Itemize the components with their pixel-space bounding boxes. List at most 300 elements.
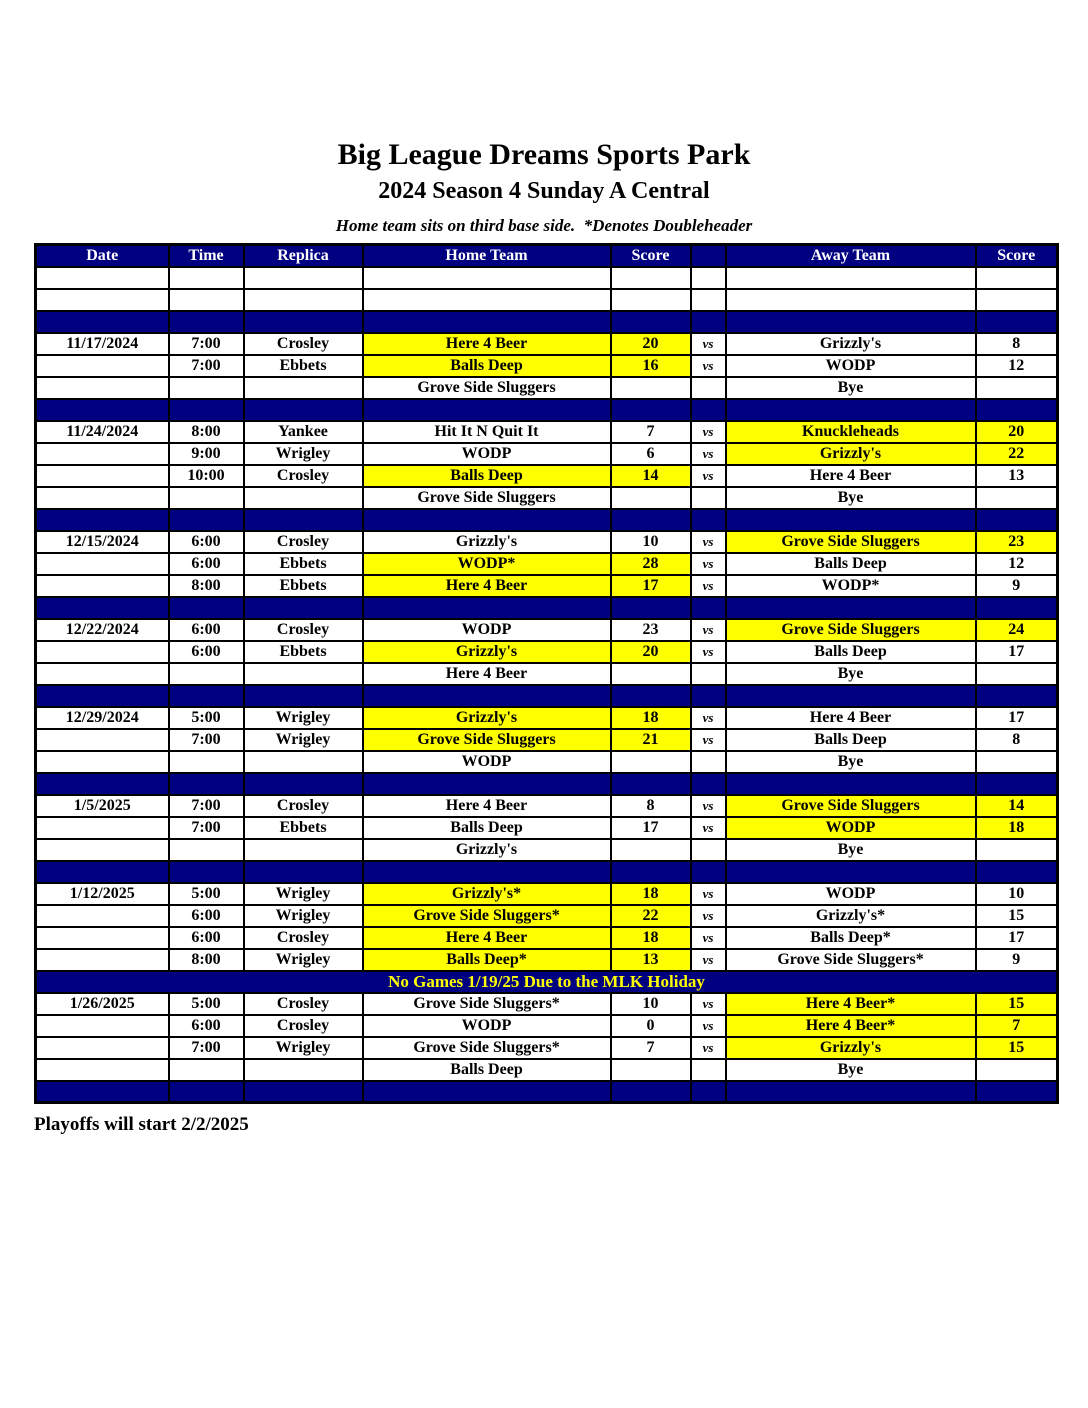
- playoffs-note: Playoffs will start 2/2/2025: [34, 1114, 249, 1136]
- time-cell: [169, 267, 244, 289]
- time-cell: 7:00: [169, 355, 244, 377]
- home-score-cell: [611, 289, 691, 311]
- time-cell: 6:00: [169, 641, 244, 663]
- home-score-cell: 18: [611, 927, 691, 949]
- bye-row: [36, 377, 1058, 399]
- home-team-cell: WODP: [363, 751, 611, 773]
- date-cell: [36, 443, 169, 465]
- away-score-cell: 17: [976, 707, 1058, 729]
- date-cell: [36, 729, 169, 751]
- replica-cell: [244, 509, 363, 531]
- replica-cell: Wrigley: [244, 1037, 363, 1059]
- home-team-cell: Grove Side Sluggers: [363, 377, 611, 399]
- replica-cell: [244, 1059, 363, 1081]
- replica-cell: Crosley: [244, 465, 363, 487]
- home-team-cell: Grove Side Sluggers: [363, 729, 611, 751]
- table-header-row: [36, 245, 1058, 267]
- replica-cell: [244, 289, 363, 311]
- away-score-cell: [976, 399, 1058, 421]
- separator-row: [36, 773, 1058, 795]
- home-team-cell: [363, 773, 611, 795]
- away-team-cell: [726, 685, 976, 707]
- home-team-cell: WODP*: [363, 553, 611, 575]
- time-cell: 5:00: [169, 707, 244, 729]
- home-team-cell: [363, 597, 611, 619]
- time-cell: 7:00: [169, 817, 244, 839]
- time-cell: [169, 311, 244, 333]
- away-team-cell: [726, 773, 976, 795]
- date-cell: 11/24/2024: [36, 421, 169, 443]
- date-cell: 1/5/2025: [36, 795, 169, 817]
- date-cell: 11/17/2024: [36, 333, 169, 355]
- date-cell: [36, 641, 169, 663]
- game-row: [36, 443, 1058, 465]
- date-cell: [36, 773, 169, 795]
- home-team-cell: Grizzly's: [363, 641, 611, 663]
- away-score-cell: [976, 839, 1058, 861]
- vs-cell: vs: [691, 619, 726, 641]
- home-score-cell: 14: [611, 465, 691, 487]
- vs-cell: [691, 267, 726, 289]
- separator-row: [36, 311, 1058, 333]
- home-score-cell: [611, 377, 691, 399]
- vs-cell: vs: [691, 949, 726, 971]
- date-cell: [36, 289, 169, 311]
- home-score-cell: [611, 663, 691, 685]
- home-team-cell: Balls Deep: [363, 355, 611, 377]
- date-cell: [36, 1037, 169, 1059]
- replica-cell: Yankee: [244, 421, 363, 443]
- time-cell: 6:00: [169, 531, 244, 553]
- date-cell: 1/12/2025: [36, 883, 169, 905]
- time-cell: [169, 773, 244, 795]
- vs-cell: vs: [691, 993, 726, 1015]
- away-score-cell: [976, 751, 1058, 773]
- away-team-cell: [726, 597, 976, 619]
- away-score-cell: [976, 509, 1058, 531]
- vs-cell: [691, 311, 726, 333]
- replica-cell: [244, 311, 363, 333]
- home-score-cell: [611, 399, 691, 421]
- away-score-cell: 9: [976, 949, 1058, 971]
- away-score-cell: [976, 685, 1058, 707]
- away-team-cell: Knuckleheads: [726, 421, 976, 443]
- away-team-cell: Bye: [726, 751, 976, 773]
- vs-cell: vs: [691, 355, 726, 377]
- replica-cell: Wrigley: [244, 949, 363, 971]
- home-team-cell: WODP: [363, 443, 611, 465]
- vs-cell: vs: [691, 905, 726, 927]
- away-team-cell: Grove Side Sluggers: [726, 795, 976, 817]
- date-cell: [36, 927, 169, 949]
- replica-cell: [244, 399, 363, 421]
- vs-cell: [691, 773, 726, 795]
- home-team-cell: Grove Side Sluggers: [363, 487, 611, 509]
- time-cell: 7:00: [169, 795, 244, 817]
- vs-cell: vs: [691, 641, 726, 663]
- home-score-cell: 10: [611, 531, 691, 553]
- time-cell: 9:00: [169, 443, 244, 465]
- bye-row: [36, 1059, 1058, 1081]
- home-team-cell: Here 4 Beer: [363, 575, 611, 597]
- away-score-cell: 13: [976, 465, 1058, 487]
- date-cell: [36, 663, 169, 685]
- away-team-cell: WODP*: [726, 575, 976, 597]
- away-score-cell: 14: [976, 795, 1058, 817]
- time-cell: 10:00: [169, 465, 244, 487]
- vs-cell: vs: [691, 553, 726, 575]
- empty-row: [36, 267, 1058, 289]
- home-team-cell: Here 4 Beer: [363, 663, 611, 685]
- away-team-cell: WODP: [726, 355, 976, 377]
- replica-cell: [244, 663, 363, 685]
- away-team-cell: Here 4 Beer*: [726, 1015, 976, 1037]
- home-score-cell: 8: [611, 795, 691, 817]
- home-score-cell: [611, 685, 691, 707]
- date-cell: [36, 465, 169, 487]
- vs-cell: vs: [691, 333, 726, 355]
- home-team-cell: [363, 861, 611, 883]
- bye-row: [36, 663, 1058, 685]
- game-row: [36, 817, 1058, 839]
- away-team-cell: [726, 267, 976, 289]
- date-cell: 12/22/2024: [36, 619, 169, 641]
- vs-cell: vs: [691, 421, 726, 443]
- away-score-cell: 8: [976, 729, 1058, 751]
- game-row: [36, 421, 1058, 443]
- away-team-cell: Grove Side Sluggers: [726, 531, 976, 553]
- away-team-cell: Grizzly's*: [726, 905, 976, 927]
- schedule-table: [34, 243, 1059, 1104]
- time-cell: 6:00: [169, 553, 244, 575]
- date-cell: [36, 949, 169, 971]
- col-header-home-score: Score: [611, 245, 691, 267]
- bye-row: [36, 751, 1058, 773]
- replica-cell: Crosley: [244, 333, 363, 355]
- away-team-cell: Grove Side Sluggers*: [726, 949, 976, 971]
- away-score-cell: 15: [976, 905, 1058, 927]
- home-team-cell: Grizzly's*: [363, 883, 611, 905]
- vs-cell: [691, 751, 726, 773]
- date-cell: 1/26/2025: [36, 993, 169, 1015]
- home-team-cell: [363, 1081, 611, 1103]
- vs-cell: [691, 509, 726, 531]
- time-cell: [169, 861, 244, 883]
- col-header-home-team: Home Team: [363, 245, 611, 267]
- notice-row: [36, 971, 1058, 993]
- time-cell: [169, 509, 244, 531]
- home-score-cell: 7: [611, 421, 691, 443]
- date-cell: [36, 377, 169, 399]
- separator-row: [36, 399, 1058, 421]
- vs-cell: [691, 1081, 726, 1103]
- date-cell: [36, 355, 169, 377]
- col-header-replica: Replica: [244, 245, 363, 267]
- home-team-cell: Grizzly's: [363, 707, 611, 729]
- game-row: [36, 795, 1058, 817]
- away-score-cell: [976, 597, 1058, 619]
- away-score-cell: 24: [976, 619, 1058, 641]
- away-team-cell: [726, 1081, 976, 1103]
- replica-cell: Crosley: [244, 1015, 363, 1037]
- game-row: [36, 883, 1058, 905]
- away-team-cell: Grizzly's: [726, 1037, 976, 1059]
- date-cell: [36, 311, 169, 333]
- time-cell: [169, 751, 244, 773]
- home-score-cell: 6: [611, 443, 691, 465]
- date-cell: [36, 685, 169, 707]
- home-score-cell: 23: [611, 619, 691, 641]
- replica-cell: Wrigley: [244, 905, 363, 927]
- away-score-cell: [976, 377, 1058, 399]
- separator-row: [36, 685, 1058, 707]
- home-team-cell: Grizzly's: [363, 839, 611, 861]
- away-team-cell: Grizzly's: [726, 443, 976, 465]
- away-score-cell: 9: [976, 575, 1058, 597]
- away-team-cell: Here 4 Beer*: [726, 993, 976, 1015]
- game-row: [36, 927, 1058, 949]
- away-team-cell: Bye: [726, 487, 976, 509]
- game-row: [36, 619, 1058, 641]
- away-score-cell: [976, 663, 1058, 685]
- game-row: [36, 905, 1058, 927]
- away-team-cell: Here 4 Beer: [726, 465, 976, 487]
- time-cell: [169, 377, 244, 399]
- replica-cell: Ebbets: [244, 817, 363, 839]
- replica-cell: Wrigley: [244, 707, 363, 729]
- away-team-cell: [726, 289, 976, 311]
- game-row: [36, 1015, 1058, 1037]
- game-row: [36, 531, 1058, 553]
- time-cell: 7:00: [169, 1037, 244, 1059]
- away-score-cell: 12: [976, 553, 1058, 575]
- home-team-cell: [363, 685, 611, 707]
- date-cell: [36, 553, 169, 575]
- date-cell: [36, 1015, 169, 1037]
- away-score-cell: [976, 861, 1058, 883]
- away-score-cell: 23: [976, 531, 1058, 553]
- home-score-cell: [611, 1081, 691, 1103]
- away-team-cell: [726, 399, 976, 421]
- time-cell: 5:00: [169, 883, 244, 905]
- date-cell: [36, 509, 169, 531]
- away-team-cell: Balls Deep: [726, 553, 976, 575]
- time-cell: [169, 839, 244, 861]
- away-team-cell: WODP: [726, 817, 976, 839]
- home-team-cell: Balls Deep: [363, 465, 611, 487]
- away-score-cell: 18: [976, 817, 1058, 839]
- col-header-away-team: Away Team: [726, 245, 976, 267]
- home-team-cell: Grove Side Sluggers*: [363, 993, 611, 1015]
- away-score-cell: 17: [976, 641, 1058, 663]
- bye-row: [36, 839, 1058, 861]
- home-score-cell: [611, 311, 691, 333]
- away-score-cell: [976, 487, 1058, 509]
- date-cell: [36, 575, 169, 597]
- home-score-cell: 7: [611, 1037, 691, 1059]
- away-score-cell: [976, 267, 1058, 289]
- home-team-cell: WODP: [363, 1015, 611, 1037]
- home-score-cell: 17: [611, 575, 691, 597]
- notice-cell: No Games 1/19/25 Due to the MLK Holiday: [36, 971, 1058, 993]
- home-score-cell: [611, 487, 691, 509]
- vs-cell: [691, 487, 726, 509]
- page-subtitle: 2024 Season 4 Sunday A Central: [378, 178, 710, 204]
- game-row: [36, 355, 1058, 377]
- game-row: [36, 949, 1058, 971]
- home-team-cell: Grizzly's: [363, 531, 611, 553]
- game-row: [36, 465, 1058, 487]
- date-cell: [36, 817, 169, 839]
- replica-cell: Wrigley: [244, 729, 363, 751]
- away-team-cell: Grizzly's: [726, 333, 976, 355]
- vs-cell: [691, 663, 726, 685]
- home-team-cell: [363, 267, 611, 289]
- away-team-cell: [726, 509, 976, 531]
- replica-cell: Crosley: [244, 927, 363, 949]
- home-score-cell: [611, 839, 691, 861]
- away-score-cell: 17: [976, 927, 1058, 949]
- replica-cell: Wrigley: [244, 883, 363, 905]
- vs-cell: [691, 839, 726, 861]
- col-header-vs: [691, 245, 726, 267]
- vs-cell: vs: [691, 817, 726, 839]
- time-cell: [169, 289, 244, 311]
- home-score-cell: 28: [611, 553, 691, 575]
- away-score-cell: 12: [976, 355, 1058, 377]
- home-score-cell: 18: [611, 707, 691, 729]
- schedule-body: [36, 267, 1058, 1103]
- game-row: [36, 553, 1058, 575]
- away-score-cell: 15: [976, 1037, 1058, 1059]
- vs-cell: vs: [691, 531, 726, 553]
- date-cell: [36, 839, 169, 861]
- time-cell: 6:00: [169, 619, 244, 641]
- time-cell: 7:00: [169, 333, 244, 355]
- time-cell: [169, 685, 244, 707]
- separator-row: [36, 509, 1058, 531]
- replica-cell: [244, 597, 363, 619]
- separator-row: [36, 1081, 1058, 1103]
- away-team-cell: Balls Deep*: [726, 927, 976, 949]
- time-cell: [169, 1059, 244, 1081]
- time-cell: 5:00: [169, 993, 244, 1015]
- home-score-cell: [611, 773, 691, 795]
- replica-cell: [244, 839, 363, 861]
- time-cell: [169, 1081, 244, 1103]
- replica-cell: Crosley: [244, 993, 363, 1015]
- vs-cell: vs: [691, 795, 726, 817]
- home-score-cell: 17: [611, 817, 691, 839]
- time-cell: [169, 487, 244, 509]
- home-team-cell: Grove Side Sluggers*: [363, 1037, 611, 1059]
- vs-cell: [691, 377, 726, 399]
- home-team-cell: [363, 311, 611, 333]
- home-team-cell: Balls Deep*: [363, 949, 611, 971]
- vs-cell: [691, 685, 726, 707]
- vs-cell: vs: [691, 465, 726, 487]
- away-score-cell: 15: [976, 993, 1058, 1015]
- replica-cell: [244, 1081, 363, 1103]
- home-score-cell: 0: [611, 1015, 691, 1037]
- replica-cell: Ebbets: [244, 575, 363, 597]
- home-team-cell: WODP: [363, 619, 611, 641]
- time-cell: 6:00: [169, 905, 244, 927]
- home-team-cell: [363, 289, 611, 311]
- home-score-cell: 13: [611, 949, 691, 971]
- home-score-cell: 20: [611, 641, 691, 663]
- home-team-cell: Here 4 Beer: [363, 795, 611, 817]
- away-score-cell: 20: [976, 421, 1058, 443]
- replica-cell: [244, 487, 363, 509]
- time-cell: 7:00: [169, 729, 244, 751]
- col-header-date: Date: [36, 245, 169, 267]
- game-row: [36, 993, 1058, 1015]
- vs-cell: [691, 597, 726, 619]
- home-score-cell: 10: [611, 993, 691, 1015]
- replica-cell: Ebbets: [244, 553, 363, 575]
- home-team-cell: Hit It N Quit It: [363, 421, 611, 443]
- home-score-cell: 22: [611, 905, 691, 927]
- empty-row: [36, 289, 1058, 311]
- vs-cell: vs: [691, 883, 726, 905]
- away-score-cell: [976, 1081, 1058, 1103]
- vs-cell: vs: [691, 1037, 726, 1059]
- date-cell: 12/15/2024: [36, 531, 169, 553]
- away-score-cell: [976, 289, 1058, 311]
- date-cell: [36, 487, 169, 509]
- date-cell: [36, 1081, 169, 1103]
- away-score-cell: 8: [976, 333, 1058, 355]
- time-cell: [169, 399, 244, 421]
- date-cell: [36, 751, 169, 773]
- home-score-cell: 16: [611, 355, 691, 377]
- home-score-cell: [611, 597, 691, 619]
- away-score-cell: 22: [976, 443, 1058, 465]
- away-team-cell: Here 4 Beer: [726, 707, 976, 729]
- date-cell: [36, 861, 169, 883]
- replica-cell: [244, 773, 363, 795]
- replica-cell: Crosley: [244, 531, 363, 553]
- home-score-cell: [611, 509, 691, 531]
- away-score-cell: [976, 1059, 1058, 1081]
- vs-cell: [691, 861, 726, 883]
- home-score-cell: 21: [611, 729, 691, 751]
- home-team-cell: Here 4 Beer: [363, 333, 611, 355]
- home-team-cell: Balls Deep: [363, 1059, 611, 1081]
- away-team-cell: Balls Deep: [726, 641, 976, 663]
- away-team-cell: Bye: [726, 377, 976, 399]
- home-team-cell: Grove Side Sluggers*: [363, 905, 611, 927]
- vs-cell: [691, 289, 726, 311]
- date-cell: [36, 399, 169, 421]
- replica-cell: [244, 267, 363, 289]
- game-row: [36, 729, 1058, 751]
- replica-cell: Wrigley: [244, 443, 363, 465]
- away-score-cell: [976, 773, 1058, 795]
- time-cell: 8:00: [169, 949, 244, 971]
- replica-cell: [244, 685, 363, 707]
- home-score-cell: [611, 267, 691, 289]
- replica-cell: Crosley: [244, 619, 363, 641]
- game-row: [36, 1037, 1058, 1059]
- replica-cell: [244, 377, 363, 399]
- vs-cell: [691, 399, 726, 421]
- page-title: Big League Dreams Sports Park: [337, 138, 751, 171]
- home-team-cell: [363, 399, 611, 421]
- replica-cell: [244, 861, 363, 883]
- vs-cell: vs: [691, 575, 726, 597]
